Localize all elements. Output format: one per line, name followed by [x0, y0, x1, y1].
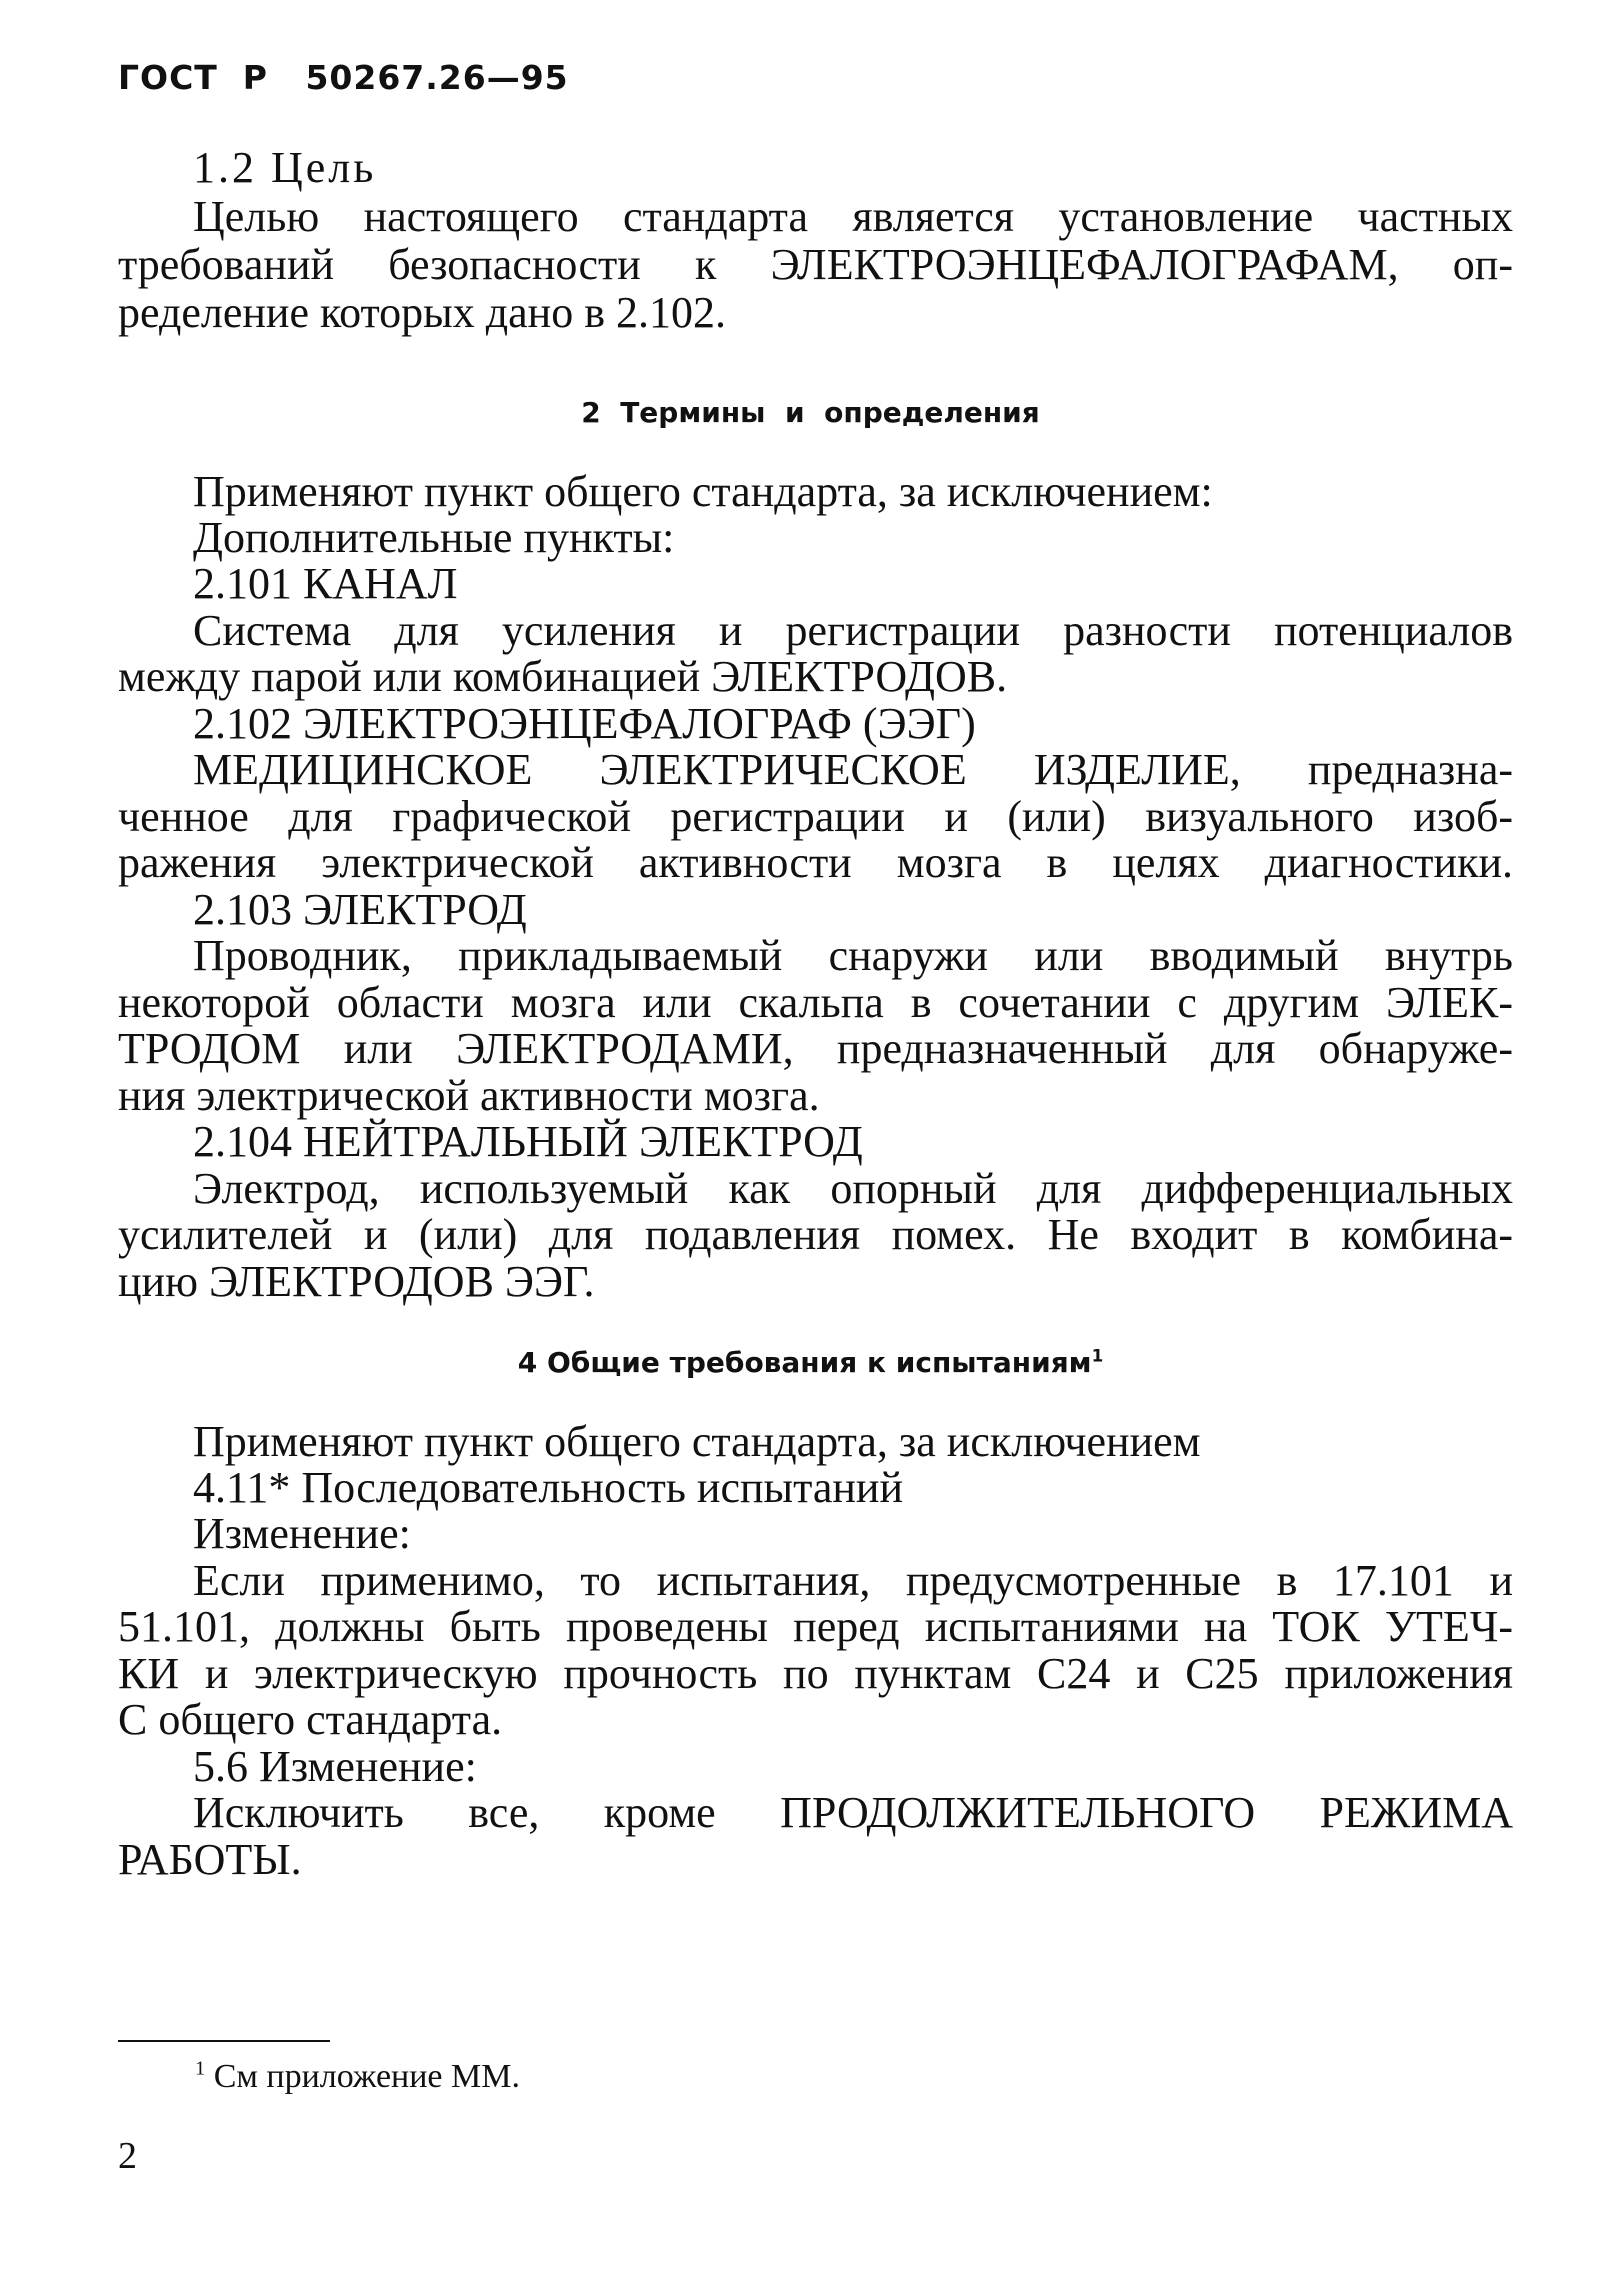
paragraph-line: КИ и электрическую прочность по пунктам С24 и С25 приложения [118, 1649, 1513, 1698]
footnote-mark: 1 [195, 2057, 206, 2080]
paragraph-line: С общего стандарта. [118, 1695, 503, 1744]
paragraph-line: Изменение: [193, 1509, 411, 1558]
paragraph-line: ределение которых дано в 2.102. [118, 288, 726, 337]
paragraph-line: Система для усиления и регистрации разности потенциалов [193, 606, 1513, 655]
paragraph-line: ченное для графической регистрации и (или) визуального изоб- [118, 792, 1513, 841]
paragraph-line: Применяют пункт общего стандарта, за исключением: [193, 467, 1213, 516]
paragraph-line: цию ЭЛЕКТРОДОВ ЭЭГ. [118, 1257, 595, 1306]
paragraph-line: Целью настоящего стандарта является установление частных [193, 192, 1513, 241]
footnote-text: См приложение ММ. [205, 2058, 520, 2095]
term-2-101: 2.101 КАНАЛ [193, 559, 458, 608]
paragraph-line: требований безопасности к ЭЛЕКТРОЭНЦЕФАЛОГРАФАМ, оп- [118, 240, 1513, 289]
paragraph-line: ния электрической активности мозга. [118, 1071, 820, 1120]
clause-4-11: 4.11* Последовательность испытаний [193, 1463, 904, 1512]
footnote-divider [118, 2040, 330, 2042]
footnote [195, 2058, 520, 2096]
paragraph-line: между парой или комбинацией ЭЛЕКТРОДОВ. [118, 652, 1008, 701]
paragraph-line: Дополнительные пункты: [193, 513, 675, 562]
paragraph-line: Электрод, используемый как опорный для дифференциальных [193, 1164, 1513, 1213]
paragraph-line: ражения электрической активности мозга в целях диагностики. [118, 838, 1513, 887]
section-4-heading [0, 1346, 1621, 1379]
page-number: 2 [118, 2135, 137, 2177]
paragraph-line: ТРОДОМ или ЭЛЕКТРОДАМИ, предназначенный для обнаруже- [118, 1024, 1513, 1073]
section-4-heading-text: 4 Общие требования к испытаниям [517, 1346, 1092, 1379]
section-1-2-title: 1.2 Цель [193, 143, 377, 192]
paragraph-line: Проводник, прикладываемый снаружи или вводимый внутрь [193, 931, 1513, 980]
paragraph-line: усилителей и (или) для подавления помех. Не входит в комбина- [118, 1210, 1513, 1259]
paragraph-line: Применяют пункт общего стандарта, за исключением [193, 1417, 1201, 1466]
footnote-reference: 1 [1091, 1345, 1104, 1366]
paragraph-line: 51.101, должны быть проведены перед испытаниями на ТОК УТЕЧ- [118, 1602, 1513, 1651]
paragraph-line: некоторой области мозга или скальпа в сочетании с другим ЭЛЕК- [118, 978, 1513, 1027]
paragraph-line: МЕДИЦИНСКОЕ ЭЛЕКТРИЧЕСКОЕ ИЗДЕЛИЕ, предназна- [193, 745, 1513, 794]
paragraph-line: Если применимо, то испытания, предусмотренные в 17.101 и [193, 1556, 1513, 1605]
term-2-103: 2.103 ЭЛЕКТРОД [193, 885, 527, 934]
paragraph-line: РАБОТЫ. [118, 1835, 302, 1884]
section-2-heading: 2 Термины и определения [581, 396, 1040, 429]
document-header-code: ГОСТ Р 50267.26—95 [118, 58, 569, 97]
term-2-104: 2.104 НЕЙТРАЛЬНЫЙ ЭЛЕКТРОД [193, 1117, 863, 1166]
clause-5-6: 5.6 Изменение: [193, 1742, 477, 1791]
term-2-102: 2.102 ЭЛЕКТРОЭНЦЕФАЛОГРАФ (ЭЭГ) [193, 699, 976, 748]
paragraph-line: Исключить все, кроме ПРОДОЛЖИТЕЛЬНОГО РЕЖИМА [193, 1788, 1513, 1837]
